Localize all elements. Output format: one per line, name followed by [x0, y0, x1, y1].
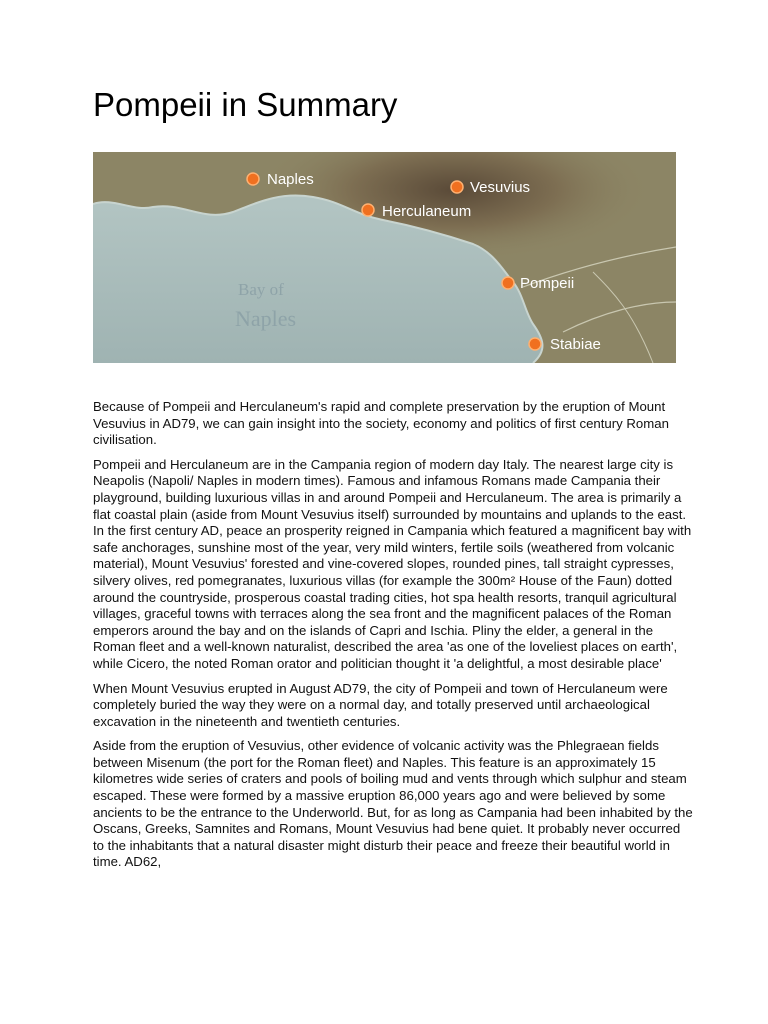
page-title: Pompeii in Summary [93, 86, 398, 123]
paragraph-eruption: When Mount Vesuvius erupted in August AD79, the city of Pompeii and town of Herculaneum were completely buried the way they were on a normal day, and totally preserved until archaeological excavation in the nineteenth and twentieth centuries. [93, 680, 668, 729]
vesuvius-label: Vesuvius [470, 179, 531, 196]
paragraph-campania: Pompeii and Herculaneum are in the Campania region of modern day Italy. The nearest large city is Neapolis (Napoli/ Naples in modern times). Famous and infamous Romans made Campania their playground, building luxurious villas in and around Pompeii and Herculaneum. The area is primarily a flat coastal plain (aside from Mount Vesuvius itself) surrounded by mountains and uplands to the east. In the first century AD, peace an prosperity reigned in Campania which featured a magnificent bay with safe anchorages, sunshine most of the year, very mild winters, fertile soils (weathered from volcanic material), Mount Vesuvius' forested and vine-covered slopes, rounded pines, tall straight cypresses, silvery olives, red pomegranates, luxurious villas (for example the 300m² House of the Faun) dotted around the countryside, prosperous coastal trading cities, hot spa health resorts, tranquil agricultural villages, graceful towns with terraces along the sea front and the magnificent palaces of the Roman emperors around the bay and on the islands of Capri and Ischia. Pliny the elder, a general in the Roman fleet and a well-known naturalist, described the area 'as one of the loveliest places on earth', while Cicero, the noted Roman orator and politician thought it 'a delightful, a most desirable place' [93, 456, 692, 671]
pompeii-label: Pompeii [520, 275, 575, 292]
article-body [93, 399, 693, 879]
bay-label-line1: Bay of [238, 280, 284, 299]
bay-label-line2: Naples [235, 306, 297, 331]
paragraph-volcanic-activity: Aside from the eruption of Vesuvius, other evidence of volcanic activity was the Phlegraean fields between Misenum (the port for the Roman fleet) and Naples. This feature is an approximately 15 kilometres wide series of craters and pools of boiling mud and vents through which sulphur and steam escaped. These were formed by a massive eruption 86,000 years ago and were believed by some ancients to be the entrance to the Underworld. But, for as long as Campania had been inhabited by the Oscans, Greeks, Samnites and Romans, Mount Vesuvius had bene quiet. It probably never occurred to the inhabitants that a natural disaster might disturb their peace and freeze their beautiful world in time. AD62, [93, 738, 693, 870]
bay-of-naples-map [93, 152, 676, 363]
paragraph-intro: Because of Pompeii and Herculaneum's rapid and complete preservation by the eruption of Mount Vesuvius in AD79, we can gain insight into the society, economy and politics of first century Roman civilisation. [93, 399, 669, 448]
herculaneum-label: Herculaneum [382, 203, 472, 220]
naples-label: Naples [267, 171, 314, 188]
stabiae-label: Stabiae [550, 336, 601, 353]
